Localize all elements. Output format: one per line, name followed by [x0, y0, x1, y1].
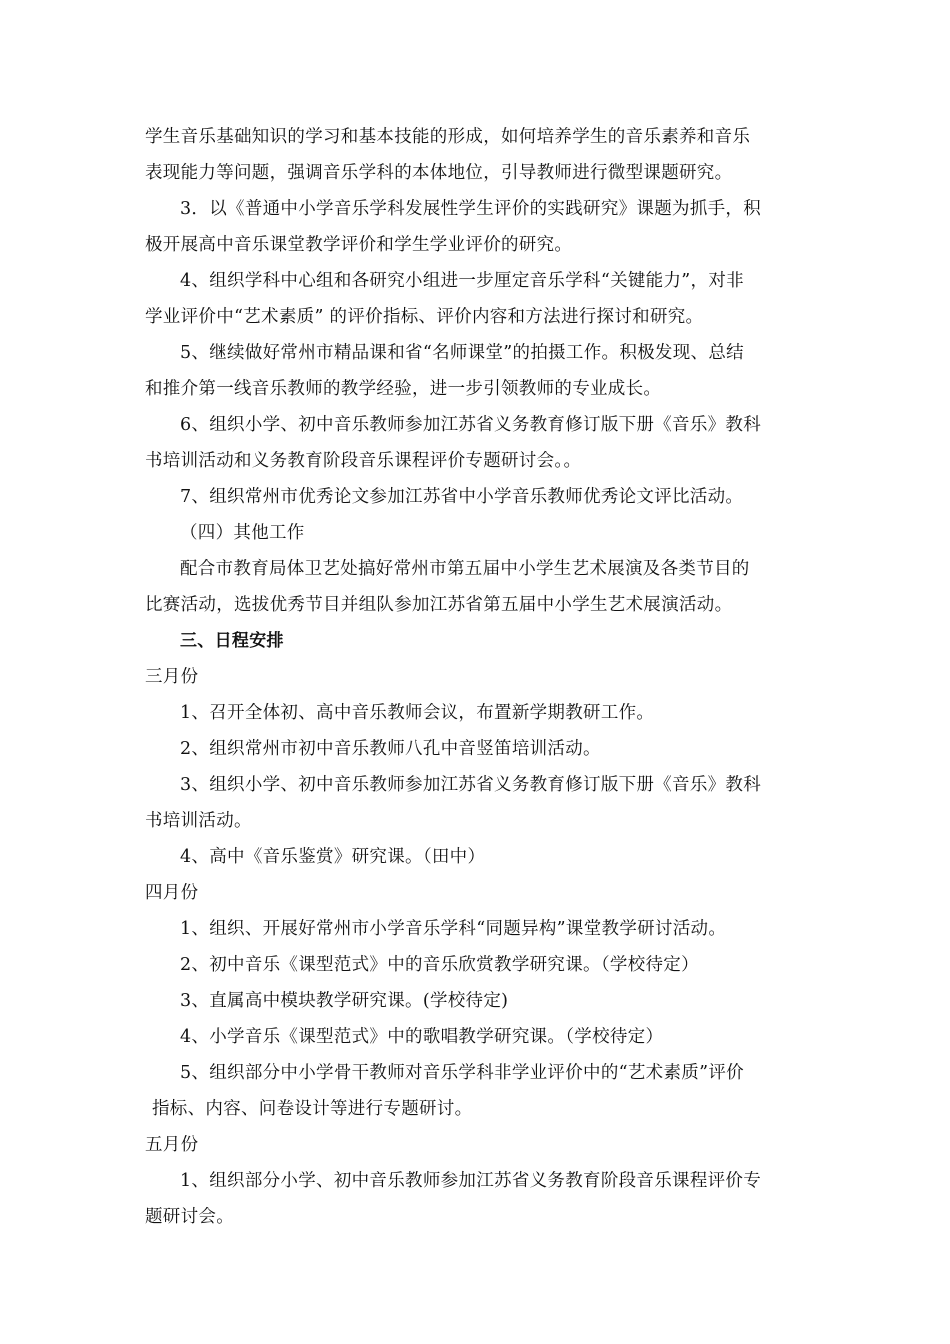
paragraph-line: 4、组织学科中心组和各研究小组进一步厘定音乐学科“关键能力”，对非 [180, 271, 744, 291]
schedule-item: 1、召开全体初、高中音乐教师会议，布置新学期教研工作。 [180, 703, 655, 723]
month-heading: 四月份 [145, 883, 199, 903]
schedule-item: 2、组织常州市初中音乐教师八孔中音竖笛培训活动。 [180, 739, 601, 759]
schedule-item: 书培训活动。 [145, 811, 252, 831]
schedule-item: 3、直属高中模块教学研究课。(学校待定) [180, 991, 509, 1011]
schedule-item: 题研讨会。 [145, 1207, 234, 1227]
section-heading: 三、日程安排 [180, 631, 284, 651]
paragraph-line: 7、组织常州市优秀论文参加江苏省中小学音乐教师优秀论文评比活动。 [180, 487, 744, 507]
section-subheading: （四）其他工作 [180, 523, 305, 543]
paragraph-line: 5、继续做好常州市精品课和省“名师课堂”的拍摄工作。积极发现、总结 [180, 343, 744, 363]
schedule-item: 1、组织部分小学、初中音乐教师参加江苏省义务教育阶段音乐课程评价专 [180, 1171, 762, 1191]
paragraph-line: 3．以《普通中小学音乐学科发展性学生评价的实践研究》课题为抓手，积 [180, 199, 762, 219]
month-heading: 五月份 [145, 1135, 199, 1155]
paragraph-line: 书培训活动和义务教育阶段音乐课程评价专题研讨会。。 [145, 451, 582, 471]
paragraph-line: 表现能力等问题，强调音乐学科的本体地位，引导教师进行微型课题研究。 [145, 163, 733, 183]
paragraph-line: 配合市教育局体卫艺处搞好常州市第五届中小学生艺术展演及各类节目的 [180, 559, 750, 579]
paragraph-line: 学业评价中“艺术素质” 的评价指标、评价内容和方法进行探讨和研究。 [145, 307, 704, 327]
schedule-item: 1、组织、开展好常州市小学音乐学科“同题异构”课堂教学研讨活动。 [180, 919, 727, 939]
schedule-item: 5、组织部分中小学骨干教师对音乐学科非学业评价中的“艺术素质”评价 [180, 1063, 744, 1083]
schedule-item: 2、初中音乐《课型范式》中的音乐欣赏教学研究课。（学校待定） [180, 955, 699, 975]
schedule-item: 指标、内容、问卷设计等进行专题研讨。 [152, 1099, 473, 1119]
paragraph-line: 6、组织小学、初中音乐教师参加江苏省义务教育修订版下册《音乐》教科 [180, 415, 762, 435]
paragraph-line: 比赛活动，选拔优秀节目并组队参加江苏省第五届中小学生艺术展演活动。 [145, 595, 733, 615]
schedule-item: 4、高中《音乐鉴赏》研究课。（田中） [180, 847, 486, 867]
schedule-item: 4、小学音乐《课型范式》中的歌唱教学研究课。（学校待定） [180, 1027, 664, 1047]
paragraph-line: 极开展高中音乐课堂教学评价和学生学业评价的研究。 [145, 235, 573, 255]
paragraph-line: 和推介第一线音乐教师的教学经验，进一步引领教师的专业成长。 [145, 379, 662, 399]
paragraph-line: 学生音乐基础知识的学习和基本技能的形成，如何培养学生的音乐素养和音乐 [145, 127, 751, 147]
month-heading: 三月份 [145, 667, 199, 687]
schedule-item: 3、组织小学、初中音乐教师参加江苏省义务教育修订版下册《音乐》教科 [180, 775, 762, 795]
